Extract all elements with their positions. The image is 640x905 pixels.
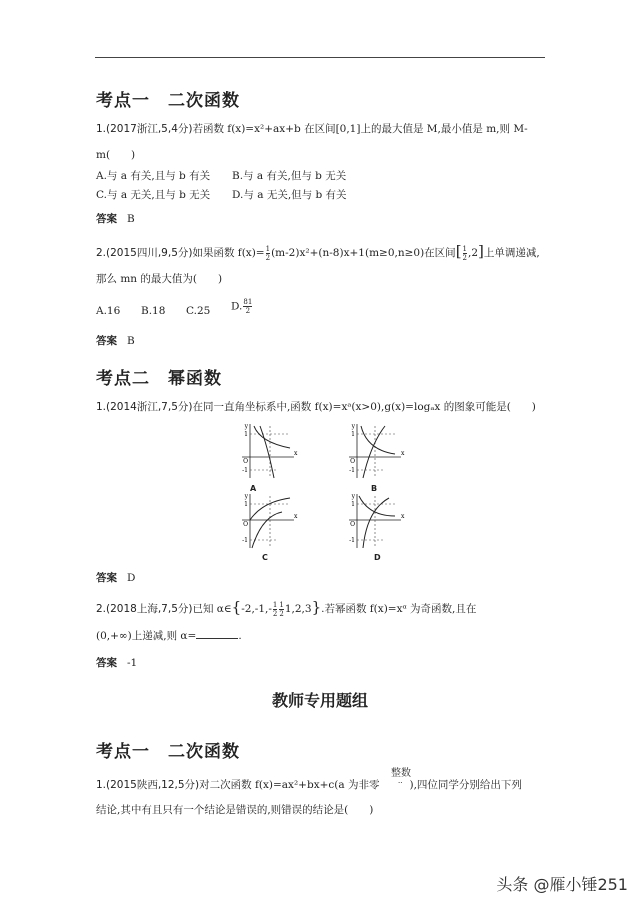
graph-d-tick-neg1: -1 — [349, 537, 355, 544]
graph-c-tick-neg1: -1 — [242, 537, 248, 544]
answer-label: 答案 — [96, 572, 117, 584]
q1-line2: m( ) — [96, 149, 136, 161]
graph-c-tick-1: 1 — [244, 501, 248, 508]
graph-c-caption: C — [262, 553, 268, 562]
graph-a — [238, 420, 298, 482]
q2-option-d-label: D. — [231, 300, 243, 313]
s3-stack-top: 整数 — [391, 768, 411, 779]
q2-option-a: A.16 — [96, 305, 121, 317]
s2-q1-source: 1.(2014浙江,7,5分) — [96, 401, 193, 413]
graph-a-tick-1: 1 — [244, 431, 248, 438]
q2-frac-den: 2 — [265, 253, 271, 262]
graph-d-label-y: y — [351, 493, 355, 500]
graph-c — [238, 490, 298, 552]
graph-c-label-o: O — [243, 521, 248, 528]
q2-interval-fraction — [463, 245, 467, 262]
s2-q2-answer-row — [96, 655, 137, 670]
graph-d-label-o: O — [350, 521, 355, 528]
answer-label: 答案 — [96, 335, 117, 347]
graph-a-curve1 — [254, 426, 290, 448]
teacher-section-title: 教师专用题组 — [271, 691, 368, 710]
q1-answer-row — [96, 211, 135, 226]
graph-a-label-x: x — [294, 450, 298, 457]
q2-text-b: (m-2)x²+(n-8)x+1(m≥0,n≥0)在区间 — [271, 247, 456, 259]
s2-q2-line1 — [96, 600, 476, 618]
graph-d — [345, 490, 405, 552]
q2-answer-row — [96, 333, 135, 348]
set-brace-left: { — [231, 598, 242, 616]
s3-stack-bottom: ·· — [398, 779, 403, 787]
q1-answer: B — [127, 213, 135, 225]
graph-d-label-x: x — [401, 513, 405, 520]
set-frac2-num: 1 — [279, 600, 284, 609]
graph-b-label-y: y — [351, 423, 355, 430]
graph-b-label-x: x — [401, 450, 405, 457]
q1-option-a: A.与 a 有关,且与 b 有关 — [96, 170, 211, 182]
section-title-quadratic-2: 考点一 二次函数 — [96, 742, 240, 762]
graph-b — [345, 420, 405, 482]
q1-line1 — [96, 122, 528, 136]
q2-option-d-num: 81 — [243, 298, 253, 306]
s3-q1-line1 — [96, 778, 522, 792]
s2-q1-answer-row — [96, 570, 135, 585]
graph-b-caption: B — [371, 484, 378, 493]
set-frac-den: 2 — [272, 609, 278, 618]
q1-option-c: C.与 a 无关,且与 b 无关 — [96, 189, 211, 201]
q2-int-end: ,2 — [468, 247, 479, 259]
q1-text: 若函数 f(x)=x²+ax+b 在区间[0,1]上的最大值是 M,最小值是 m,则 M- — [192, 123, 528, 135]
q2-bracket-left: [ — [455, 242, 462, 260]
s2-q2-text-a: 已知 α∈ — [192, 603, 232, 615]
graph-c-label-x: x — [294, 513, 298, 520]
s2-q2-set-frac — [273, 601, 277, 618]
graph-a-caption: A — [250, 484, 257, 493]
answer-blank — [196, 628, 238, 639]
q2-bracket-right: ] — [478, 242, 484, 260]
section-title-quadratic: 考点一 二次函数 — [96, 91, 240, 111]
section-title-power: 考点二 幂函数 — [96, 369, 222, 389]
q1-source: 1.(2017浙江,5,4分) — [96, 123, 193, 135]
q2-answer: B — [127, 335, 135, 347]
q2-text-a: 如果函数 f(x)= — [192, 247, 265, 259]
q2-line2: 那么 mn 的最大值为( ) — [96, 273, 223, 285]
graph-b-tick-neg1: -1 — [349, 467, 355, 474]
s3-q1-text-a: 对二次函数 f(x)=ax²+bx+c(a 为非零 — [199, 779, 380, 791]
q2-int-den: 2 — [462, 253, 468, 262]
s2-q1-text: 在同一直角坐标系中,函数 f(x)=xᵃ(x>0),g(x)=logₐx 的图象可能是( ) — [192, 401, 536, 413]
s3-q1-text-b: ),四位同学分别给出下列 — [409, 779, 522, 791]
s2-q1-line1 — [96, 400, 536, 414]
answer-label: 答案 — [96, 213, 117, 225]
set-frac2-den: 2 — [279, 609, 284, 618]
graph-a-label-o: O — [243, 458, 248, 465]
q2-text-c: 上单调递减, — [483, 247, 540, 259]
graph-d-curve1 — [359, 496, 395, 516]
s2-q2-set-frac2 — [279, 601, 283, 618]
s2-q2-set-tail: 1,2,3 — [284, 603, 312, 615]
s2-q2-answer: -1 — [127, 657, 138, 669]
graph-b-label-o: O — [350, 458, 355, 465]
graph-d-caption: D — [374, 553, 381, 562]
s2-q1-answer: D — [127, 572, 136, 584]
graph-b-tick-1: 1 — [351, 431, 355, 438]
graph-b-curve1 — [361, 426, 395, 454]
s2-q2-source: 2.(2018上海,7,5分) — [96, 603, 193, 615]
answer-label: 答案 — [96, 657, 117, 669]
top-rule — [95, 57, 545, 58]
q2-source: 2.(2015四川,9,5分) — [96, 247, 193, 259]
watermark: 头条 @雁小锤251 — [496, 875, 628, 894]
graph-c-label-y: y — [244, 493, 248, 500]
q1-option-b: B.与 a 有关,但与 b 无关 — [232, 170, 347, 182]
s3-q1-line2: 结论,其中有且只有一个结论是错误的,则错误的结论是( ) — [96, 804, 374, 816]
q2-frac-num: 1 — [265, 244, 271, 253]
set-brace-right: } — [311, 598, 322, 616]
set-frac-num: 1 — [272, 600, 278, 609]
q2-option-d-den: 2 — [245, 307, 251, 315]
q2-int-num: 1 — [462, 244, 468, 253]
s2-q2-text-b: .若幂函数 f(x)=xᵅ 为奇函数,且在 — [321, 603, 477, 615]
s2-q2-line2-b: . — [238, 630, 242, 642]
s2-q2-line2 — [96, 628, 242, 643]
q2-option-d — [231, 298, 253, 315]
q2-line1 — [96, 244, 540, 262]
q2-option-d-frac — [243, 298, 252, 315]
graph-d-tick-1: 1 — [351, 501, 355, 508]
graph-a-tick-neg1: -1 — [242, 467, 248, 474]
s2-q2-line2-a: (0,+∞)上递减,则 α= — [96, 630, 197, 642]
graph-a-label-y: y — [244, 423, 248, 430]
s2-q2-set: -2,-1,- — [241, 603, 272, 615]
graph-c-curve2 — [252, 512, 282, 548]
graph-d-curve2 — [363, 498, 389, 548]
s3-q1-source: 1.(2015陕西,12,5分) — [96, 779, 200, 791]
q1-option-d: D.与 a 无关,但与 b 有关 — [232, 189, 347, 201]
q2-fraction — [266, 245, 270, 262]
q2-option-b: B.18 — [141, 305, 166, 317]
q2-option-c: C.25 — [186, 305, 211, 317]
